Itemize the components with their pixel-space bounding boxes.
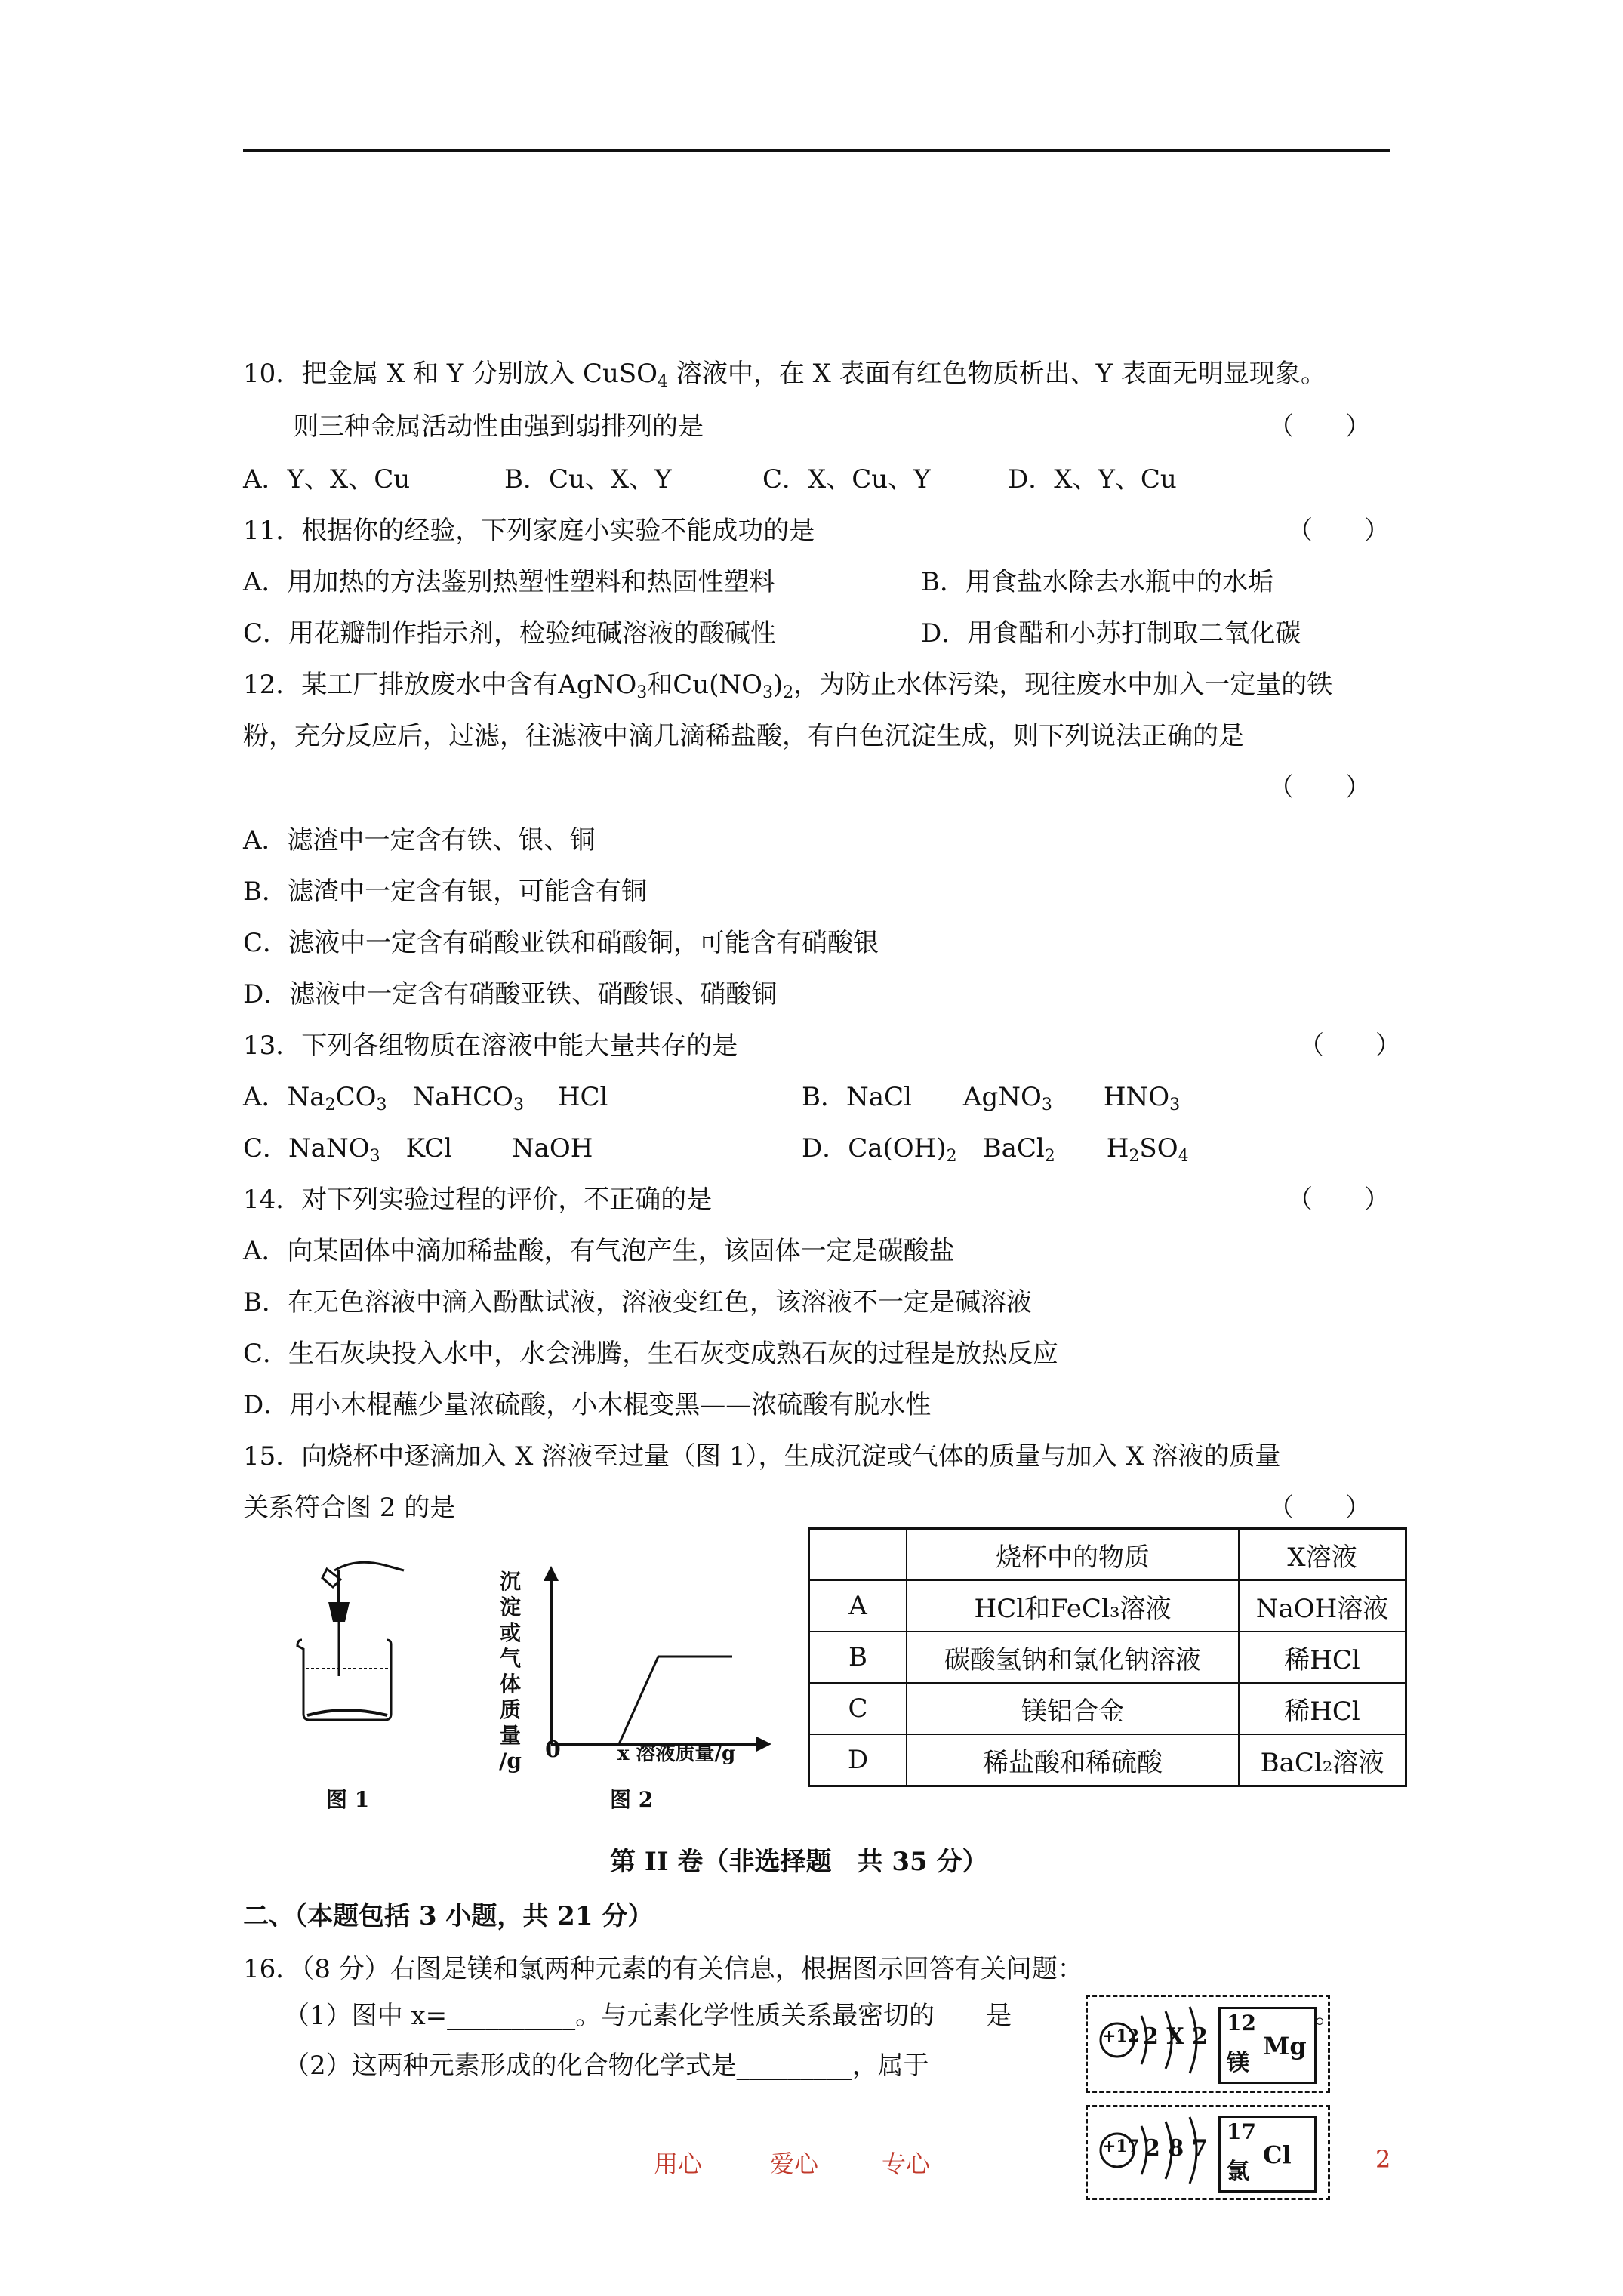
q13-option-b: B．NaCl AgNO$_3$ $HNO_3$ bbox=[802, 1082, 1181, 1114]
figure-2-caption: 图 2 bbox=[610, 1787, 654, 1812]
q10-option-b: B．Cu、X、Y bbox=[504, 464, 672, 495]
footer-item: 用心 bbox=[654, 2150, 703, 2178]
cl-nucleus-charge: +17 bbox=[1102, 2137, 1140, 2156]
figure-2-x-arrow bbox=[756, 1737, 771, 1752]
q15-line2: 关系符合图 2 的是 bbox=[243, 1493, 456, 1523]
cl-element-symbol: Cl bbox=[1263, 2140, 1292, 2169]
cl-electron-shells: 2 8 7 bbox=[1144, 2135, 1208, 2162]
q11-option-b: B．用食盐水除去水瓶中的水垢 bbox=[921, 567, 1273, 597]
mg-element-symbol: Mg bbox=[1263, 2032, 1307, 2060]
q12-option-d: D．滤液中一定含有硝酸亚铁、硝酸银、硝酸铜 bbox=[243, 979, 778, 1009]
q15-answer-paren: （ ） bbox=[1268, 1493, 1371, 1523]
page-number: 2 bbox=[1375, 2145, 1391, 2174]
q14-answer-paren: （ ） bbox=[1287, 1185, 1390, 1215]
table-header-row: 烧杯中的物质 X溶液 bbox=[809, 1529, 1406, 1581]
cl-element-card bbox=[1218, 2116, 1317, 2193]
q11-option-a: A．用加热的方法鉴别热塑性塑料和热固性塑料 bbox=[243, 567, 775, 597]
q12-line2: 粉，充分反应后，过滤，往滤液中滴几滴稀盐酸，有白色沉淀生成，则下列说法正确的是 bbox=[243, 721, 1244, 751]
figure-2-y-arrow bbox=[544, 1566, 559, 1581]
q10-option-d: D．X、Y、Cu bbox=[1008, 464, 1177, 495]
q10-answer-paren: （ ） bbox=[1268, 411, 1371, 442]
section-ii-part-heading: 二、（本题包括 3 小题，共 21 分） bbox=[243, 1901, 654, 1931]
cl-atomic-number: 17 bbox=[1227, 2119, 1256, 2144]
figure-2-origin: 0 bbox=[545, 1737, 561, 1763]
q11-answer-paren: （ ） bbox=[1287, 516, 1390, 546]
mg-electron-shells: 2 X 2 bbox=[1143, 2023, 1208, 2050]
table-row: D 稀盐酸和稀硫酸 BaCl₂溶液 bbox=[809, 1734, 1406, 1786]
table-row: C 镁铝合金 稀HCl bbox=[809, 1683, 1406, 1734]
figure-2-xlabel: x 溶液质量/g bbox=[617, 1743, 736, 1765]
q10-line2: 则三种金属活动性由强到弱排列的是 bbox=[293, 411, 704, 442]
q10-line1: 10．把金属 X 和 Y 分别放入 CuSO$_4$ 溶液中，在 X 表面有红色物质析出、Y 表面无明显现象。 bbox=[243, 359, 1326, 391]
q14-option-b: B．在无色溶液中滴入酚酞试液，溶液变红色，该溶液不一定是碱溶液 bbox=[243, 1287, 1032, 1318]
footer-item: 专心 bbox=[882, 2150, 931, 2178]
q16-stem: 16．（8 分）右图是镁和氯两种元素的有关信息，根据图示回答有关问题： bbox=[243, 1954, 1083, 1984]
header-rule bbox=[243, 149, 1390, 152]
figure-1-caption: 图 1 bbox=[326, 1787, 370, 1812]
mg-atomic-number: 12 bbox=[1227, 2011, 1256, 2036]
q12-option-b: B．滤渣中一定含有银，可能含有铜 bbox=[243, 877, 647, 907]
q13-answer-paren: （ ） bbox=[1298, 1031, 1401, 1061]
section-ii-title: 第 II 卷（非选择题 共 35 分） bbox=[610, 1847, 988, 1877]
q13-option-d: D．$Ca(OH)_2$ BaCl$_2$ $H_2SO_4$ bbox=[802, 1133, 1189, 1166]
q11-option-c: C．用花瓣制作指示剂，检验纯碱溶液的酸碱性 bbox=[243, 618, 777, 649]
q13-option-c: C．NaNO$_3$ KCl NaOH bbox=[243, 1133, 593, 1166]
q14-stem: 14．对下列实验过程的评价，不正确的是 bbox=[243, 1185, 713, 1215]
footer-item: 爱心 bbox=[770, 2150, 819, 2178]
q10-option-a: A．Y、X、Cu bbox=[243, 464, 411, 495]
q15-options-table bbox=[808, 1527, 1407, 1787]
q12-option-a: A．滤渣中一定含有铁、银、铜 bbox=[243, 825, 596, 855]
q15-line1: 15．向烧杯中逐滴加入 X 溶液至过量（图 1），生成沉淀或气体的质量与加入 X 溶液的质量 bbox=[243, 1441, 1281, 1472]
mg-element-card bbox=[1218, 2007, 1317, 2084]
figure-2-ylabel: 沉 淀 或 气 体 质 量 /g bbox=[499, 1569, 522, 1774]
mg-nucleus-charge: +12 bbox=[1102, 2026, 1140, 2046]
table-row: B 碳酸氢钠和氯化钠溶液 稀HCl bbox=[809, 1632, 1406, 1683]
q16-sub1: （1）图中 x=__________。与元素化学性质关系最密切的 是 bbox=[284, 2001, 1012, 2031]
cl-element-name: 氯 bbox=[1227, 2159, 1249, 2185]
q10-option-c: C．X、Cu、Y bbox=[762, 464, 931, 495]
q12-option-c: C．滤液中一定含有硝酸亚铁和硝酸铜，可能含有硝酸银 bbox=[243, 928, 879, 958]
q14-option-a: A．向某固体中滴加稀盐酸，有气泡产生，该固体一定是碳酸盐 bbox=[243, 1236, 955, 1266]
q16-answer-marker: 。 bbox=[1315, 1999, 1341, 2029]
mg-element-name: 镁 bbox=[1227, 2050, 1249, 2076]
q13-option-a: A．$Na_2CO_3$ NaHCO$_3$ HCl bbox=[243, 1082, 608, 1114]
q11-stem: 11．根据你的经验，下列家庭小实验不能成功的是 bbox=[243, 516, 815, 546]
q12-answer-paren: （ ） bbox=[1268, 772, 1371, 803]
q11-option-d: D．用食醋和小苏打制取二氧化碳 bbox=[921, 618, 1301, 649]
q14-option-c: C．生石灰块投入水中，水会沸腾，生石灰变成熟石灰的过程是放热反应 bbox=[243, 1339, 1059, 1369]
q13-stem: 13．下列各组物质在溶液中能大量共存的是 bbox=[243, 1031, 738, 1061]
table-row: A HCl和FeCl₃溶液 NaOH溶液 bbox=[809, 1580, 1406, 1632]
q12-line1: 12．某工厂排放废水中含有AgNO$_3$和$Cu(NO_3)_2$，为防止水体污染，现往废水中加入一定量的铁 bbox=[243, 670, 1333, 702]
q14-option-d: D．用小木棍蘸少量浓硫酸，小木棍变黑——浓硫酸有脱水性 bbox=[243, 1390, 932, 1420]
figure-2-curve bbox=[551, 1657, 732, 1744]
q16-sub2: （2）这两种元素形成的化合物化学式是_________，属于 bbox=[284, 2051, 929, 2081]
figure-2-graph bbox=[536, 1563, 778, 1759]
figure-1-beaker-apparatus bbox=[291, 1555, 411, 1729]
